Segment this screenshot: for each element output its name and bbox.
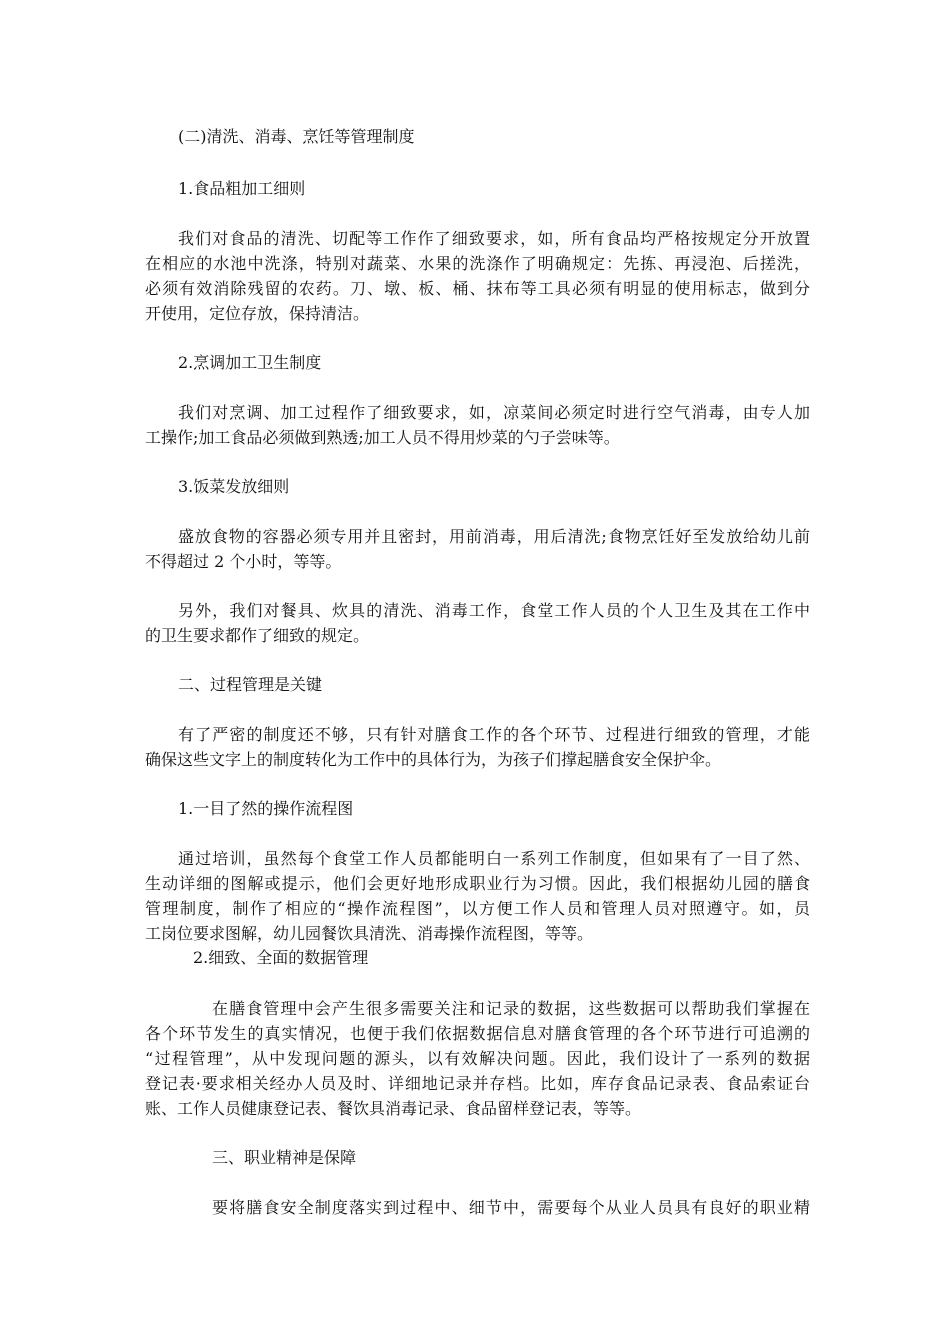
- paragraph-line: 我们对食品的清洗、切配等工作作了细致要求，如，所有食品均严格按规定分开放置: [178, 229, 810, 248]
- paragraph-line: 盛放食物的容器必须专用并且密封，用前消毒，用后清洗;食物烹饪好至发放给幼儿前: [178, 527, 810, 546]
- paragraph-line: 确保这些文字上的制度转化为工作中的具体行为，为孩子们撑起膳食安全保护伞。: [145, 750, 722, 769]
- item-1-title: 1.食品粗加工细则: [178, 179, 306, 198]
- item-2-title: 2.烹调加工卫生制度: [178, 353, 322, 372]
- s2-item-2-title: 2.细致、全面的数据管理: [193, 948, 369, 967]
- paragraph-line: 在相应的水池中洗涤，特别对蔬菜、水果的洗涤作了明确规定：先拣、再浸泡、后搓洗，: [145, 254, 810, 273]
- paragraph-line: 工操作;加工食品必须做到熟透;加工人员不得用炒菜的勺子尝味等。: [145, 428, 620, 447]
- section-2-title: 二、过程管理是关键: [178, 675, 323, 694]
- paragraph-line: 不得超过 2 个小时，等等。: [145, 552, 342, 571]
- paragraph-line: 管理制度，制作了相应的“操作流程图”，以方便工作人员和管理人员对照遵守。如，员: [145, 899, 810, 918]
- paragraph-line: 登记表·要求相关经办人员及时、详细地记录并存档。比如，库存食品记录表、食品索证台: [145, 1074, 810, 1093]
- paragraph-line: 开使用，定位存放，保持清洁。: [145, 304, 370, 323]
- paragraph-line: 我们对烹调、加工过程作了细致要求，如，凉菜间必须定时进行空气消毒，由专人加: [178, 403, 810, 422]
- paragraph-line: 的卫生要求都作了细致的规定。: [145, 626, 370, 645]
- paragraph-line: 各个环节发生的真实情况，也便于我们依据数据信息对膳食管理的各个环节进行可追溯的: [145, 1024, 810, 1043]
- paragraph-line: 另外，我们对餐具、炊具的清洗、消毒工作，食堂工作人员的个人卫生及其在工作中: [178, 601, 810, 620]
- item-3-title: 3.饭菜发放细则: [178, 477, 290, 496]
- paragraph-line: 在膳食管理中会产生很多需要关注和记录的数据，这些数据可以帮助我们掌握在: [212, 999, 810, 1018]
- heading-cleaning: (二)清洗、消毒、烹饪等管理制度: [178, 127, 415, 146]
- paragraph-line: 有了严密的制度还不够，只有针对膳食工作的各个环节、过程进行细致的管理，才能: [178, 725, 810, 744]
- section-3-title: 三、职业精神是保障: [212, 1148, 357, 1167]
- paragraph-line: “过程管理”，从中发现问题的源头，以有效解决问题。因此，我们设计了一系列的数据: [145, 1049, 810, 1068]
- s2-item-1-title: 1.一目了然的操作流程图: [178, 799, 354, 818]
- paragraph-line: 要将膳食安全制度落实到过程中、细节中，需要每个从业人员具有良好的职业精: [212, 1198, 810, 1217]
- paragraph-line: 生动详细的图解或提示，他们会更好地形成职业行为习惯。因此，我们根据幼儿园的膳食: [145, 874, 810, 893]
- paragraph-line: 工岗位要求图解，幼儿园餐饮具清洗、消毒操作流程图，等等。: [145, 924, 594, 943]
- paragraph-line: 必须有效消除残留的农药。刀、墩、板、桶、抹布等工具必须有明显的使用标志，做到分: [145, 279, 810, 298]
- paragraph-line: 通过培训，虽然每个食堂工作人员都能明白一系列工作制度，但如果有了一目了然、: [178, 849, 810, 868]
- paragraph-line: 账、工作人员健康登记表、餐饮具消毒记录、食品留样登记表，等等。: [145, 1099, 642, 1118]
